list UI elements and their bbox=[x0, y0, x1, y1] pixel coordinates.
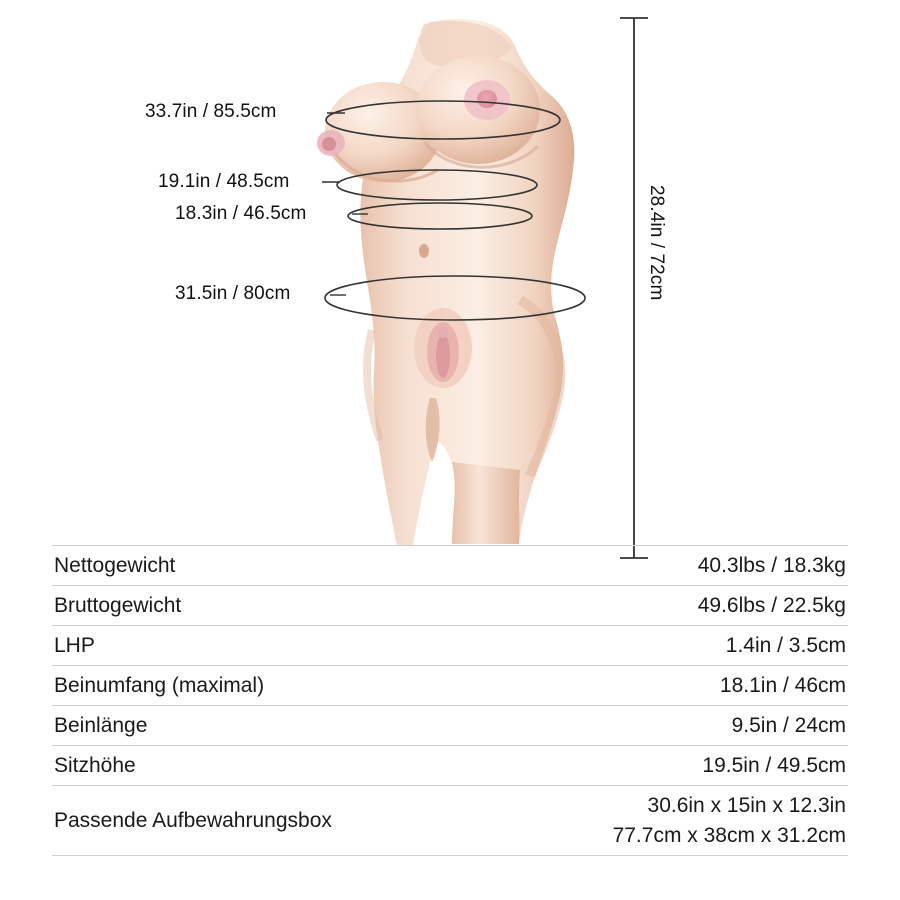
spec-value-line-2: 77.7cm x 38cm x 31.2cm bbox=[612, 824, 846, 847]
spec-value: 18.1in / 46cm bbox=[719, 674, 846, 697]
spec-value-line-1: 30.6in x 15in x 12.3in bbox=[647, 794, 846, 817]
spec-name: LHP bbox=[54, 634, 95, 657]
spec-value bbox=[484, 786, 848, 856]
measurement-label-under-bust: 18.3in / 46.5cm bbox=[175, 203, 307, 224]
navel bbox=[419, 244, 429, 258]
table-row bbox=[52, 626, 848, 666]
spec-value: 9.5in / 24cm bbox=[731, 714, 846, 737]
nipple-right bbox=[477, 90, 497, 108]
spec-value: 19.5in / 49.5cm bbox=[702, 754, 846, 777]
measurement-label-bust: 33.7in / 85.5cm bbox=[145, 101, 277, 122]
nipple-left bbox=[322, 137, 336, 151]
spec-value: 49.6lbs / 22.5kg bbox=[697, 594, 846, 617]
measurement-label-height: 28.4in / 72cm bbox=[646, 185, 667, 301]
spec-name: Nettogewicht bbox=[54, 554, 176, 577]
height-bracket bbox=[620, 18, 648, 558]
table-row bbox=[52, 706, 848, 746]
table-row bbox=[52, 746, 848, 786]
torso-body-shape bbox=[317, 19, 574, 546]
spec-name: Sitzhöhe bbox=[54, 754, 136, 777]
spec-name: Passende Aufbewahrungsbox bbox=[54, 809, 332, 832]
table-row bbox=[52, 586, 848, 626]
specification-table-body bbox=[52, 546, 848, 856]
table-row bbox=[52, 786, 848, 856]
spec-value: 1.4in / 3.5cm bbox=[725, 634, 846, 657]
measurement-label-waist: 19.1in / 48.5cm bbox=[158, 171, 290, 192]
spec-name: Beinlänge bbox=[54, 714, 148, 737]
measurement-label-hip: 31.5in / 80cm bbox=[175, 283, 291, 304]
table-row bbox=[52, 546, 848, 586]
spec-name: Bruttogewicht bbox=[54, 594, 182, 617]
table-row bbox=[52, 666, 848, 706]
spec-name: Beinumfang (maximal) bbox=[54, 674, 265, 697]
spec-value: 40.3lbs / 18.3kg bbox=[697, 554, 846, 577]
specification-table bbox=[52, 545, 848, 856]
